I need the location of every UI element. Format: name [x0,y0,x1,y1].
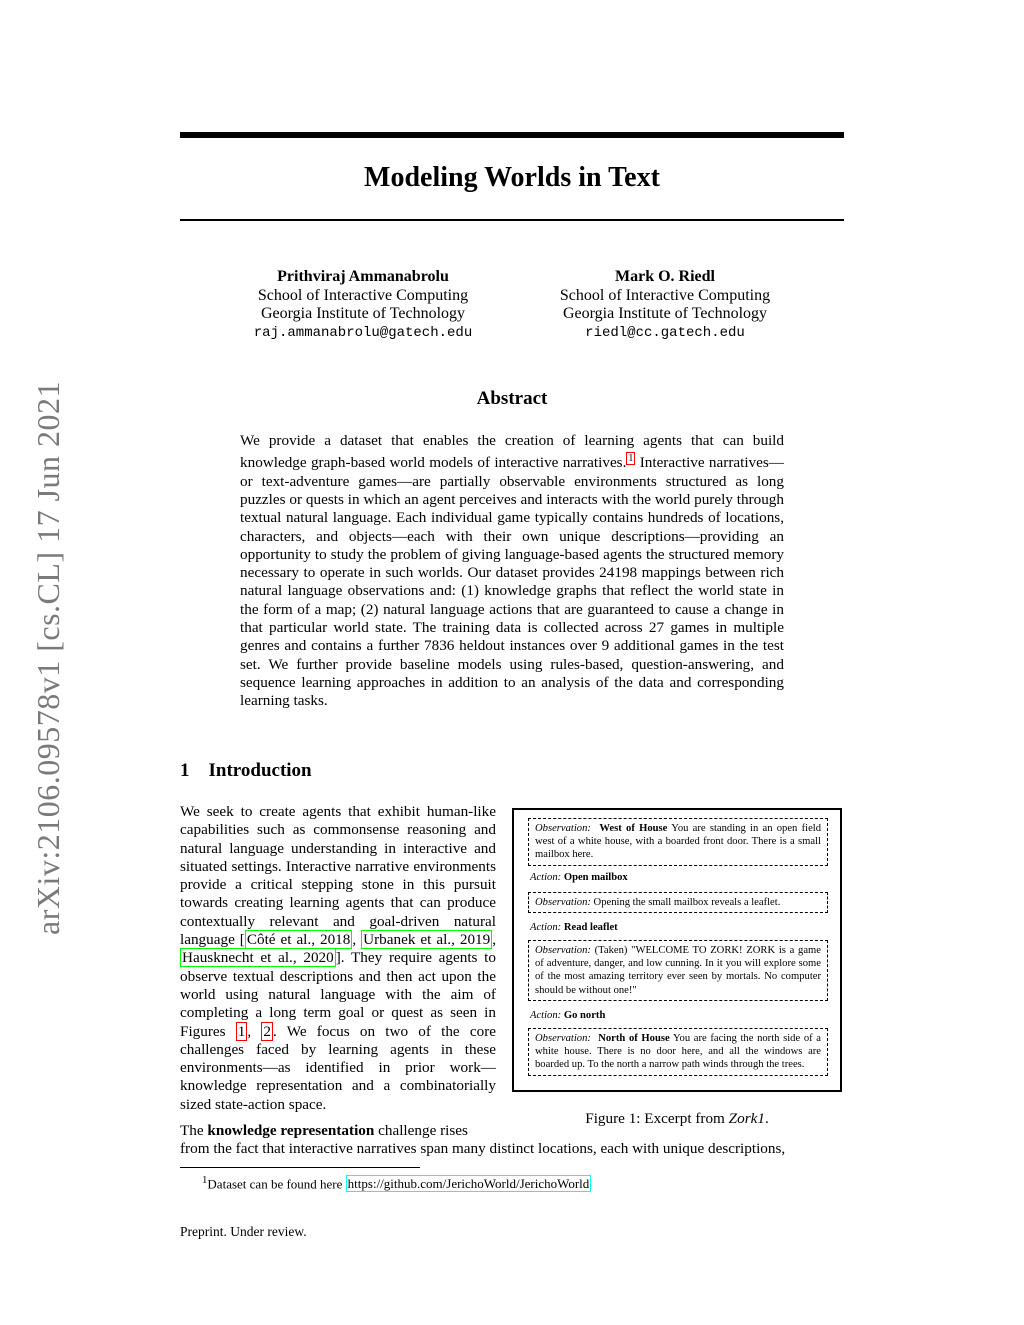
action-label: Action: [530,872,562,883]
intro-text: , [247,1022,262,1040]
figure-ref-link[interactable]: 2 [263,1022,271,1040]
title-bottom-rule [180,219,844,221]
author-email[interactable]: riedl@cc.gatech.edu [585,324,745,341]
abstract-heading: Abstract [476,388,548,409]
action-label: Action: [530,1010,562,1021]
intro-text: , [492,931,497,949]
abstract-part: We provide a dataset that enables the creation of learning agents that can build knowledge graph-based world models of interactive narratives. [240,432,784,472]
observation-box [528,892,828,913]
action-line [530,922,618,933]
observation-box [528,940,828,1001]
author-name: Mark O. Riedl [615,268,715,285]
author-affiliation: School of Interactive Computing [559,286,771,304]
dataset-url-link[interactable]: https://github.com/JerichoWorld/JerichoWorld [347,1176,590,1192]
action-text: Read leaflet [563,922,618,933]
footnote-rule [180,1167,420,1168]
observation-box [528,1028,828,1076]
author-name: Prithviraj Ammanabrolu [277,268,449,285]
obs-text: You are standing in an open field west of a white house, with a boarded front door. There is a small mailbox here. [535,823,822,861]
section-number: 1 [180,760,190,781]
figure-ref-link[interactable]: 1 [237,1022,246,1040]
obs-location: West of House [599,823,668,834]
obs-text: (Taken) "WELCOME TO ZORK! ZORK is a game of adventure, danger, and low cunning. In it you will explore some of the most amazing territory ever seen by mortals. No computer should be without one!" [535,945,821,996]
caption-em: Zork1 [728,1110,765,1127]
footnote-ref[interactable]: 1 [628,453,634,465]
citation-link[interactable]: Côté et al., 2018 [246,931,351,949]
abstract-part: Interactive narratives—or text-adventure games—are partially observable environments structured as long puzzles or quests in which an agent perceives and interacts with the world purely through textual natural language. Each individual game typically contains hundreds of locations, characters, and objects—each with their own unique descriptions—providing an opportunity to study the problem of giving language-based agents the structured memory necessary to operate in such worlds. Our dataset provides 24198 mappings between rich natural language observations and: (1) knowledge graphs that reflect the world state in the form of a map; (2) natural language actions that are guaranteed to cause a change in that particular world state. The training data is collected across 27 games in multiple genres and contains a further 7836 heldout instances over 9 additional games in the test set. We further provide baseline models using rules-based, question-answering, and sequence learning approaches in addition to an analysis of the data and corresponding learning tasks. [240,454,784,710]
intro-text: We seek to create agents that exhibit human-like capabilities such as commonsense reasoning and natural language understanding in interactive and situated settings. Interactive narrative environments provide a critical stepping stone in this pursuit towards creating learning agents that can produce contextually relevant and goal-driven natural language [ [180,803,496,949]
footnote [180,1174,844,1192]
citation-link[interactable]: Hausknecht et al., 2020 [182,949,334,967]
action-line [530,1010,605,1021]
citation-link[interactable]: Urbanek et al., 2019 [363,931,491,949]
intro-text: ]. They require agents to observe textual descriptions and then act upon the world using natural language with the aim of completing a long term goal or quest as seen in Figures [180,949,496,1040]
action-text: Go north [563,1010,606,1021]
intro-text: from the fact that interactive narratives span many distinct locations, each with unique descriptions, [180,1140,786,1158]
author-affiliation: School of Interactive Computing [257,286,469,304]
intro-text: The [180,1122,208,1139]
action-text: Open mailbox [563,872,628,883]
caption-text: Figure 1: Excerpt from [585,1110,729,1127]
abstract-text [240,432,784,711]
section-title: Introduction [208,760,312,781]
author-affiliation: Georgia Institute of Technology [562,305,768,322]
obs-text: Opening the small mailbox reveals a leaflet. [590,897,781,908]
title-top-rule [180,132,844,138]
observation-box [528,818,828,866]
obs-label: Observation: [535,823,591,834]
intro-text: . We focus on two of the core challenges faced by learning agents in these environments—as identified in prior work—knowledge representation and a combinatorially sized state-action space. [180,1022,497,1113]
obs-label: Observation: [535,1033,591,1044]
action-label: Action: [530,922,562,933]
caption-text: . [764,1110,769,1127]
intro-text: challenge rises [374,1122,468,1139]
obs-label: Observation: [535,897,591,908]
intro-bold-term: knowledge representation [207,1122,375,1139]
figure-1-box [512,808,842,1092]
obs-text: You are facing the north side of a white house. There is no door here, and all the windows are boarded up. To the north a narrow path winds through the trees. [535,1033,822,1071]
intro-text: , [352,931,362,949]
intro-paragraph [180,803,496,1114]
obs-label: Observation: [535,945,591,956]
author-block-2 [535,268,795,342]
section-heading [180,760,312,782]
action-line [530,872,628,883]
figure-caption [512,1110,842,1128]
paper-title: Modeling Worlds in Text [364,162,660,193]
footnote-text: Dataset can be found here [207,1176,346,1192]
author-email[interactable]: raj.ammanabrolu@gatech.edu [253,324,473,341]
author-block-1 [233,268,493,342]
arxiv-stamp: arXiv:2106.09578v1 [cs.CL] 17 Jun 2021 [30,380,66,936]
obs-location: North of House [598,1033,670,1044]
author-affiliation: Georgia Institute of Technology [260,305,466,322]
footnote-mark: 1 [202,1174,208,1186]
preprint-notice: Preprint. Under review. [180,1224,307,1239]
